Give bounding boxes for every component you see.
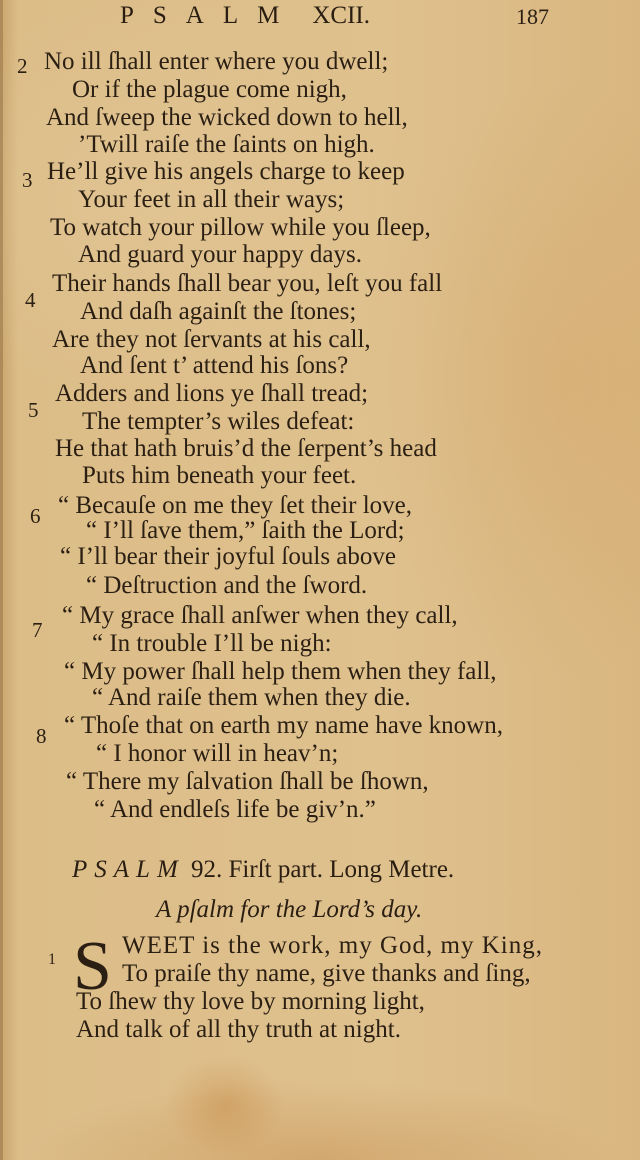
verse-line: To praiſe thy name, give thanks and ſing, — [122, 960, 531, 987]
page-edge — [0, 0, 3, 1160]
verse-line: “ I honor will in heav’n; — [96, 740, 339, 767]
psalm-section-title — [72, 856, 454, 884]
verse-number: 1 — [48, 951, 56, 968]
verse-number: 5 — [28, 398, 39, 422]
verse-line: No ill ſhall enter where you dwell; — [44, 48, 389, 75]
verse-line: To watch your pillow while you ſleep, — [50, 214, 431, 241]
running-head-label: PSALM — [120, 2, 299, 29]
verse-line: And guard your happy days. — [78, 241, 362, 268]
verse-line: He’ll give his angels charge to keep — [47, 158, 405, 185]
verse-number: 6 — [30, 504, 41, 528]
verse-number: 2 — [17, 54, 28, 78]
verse-line: Their hands ſhall bear you, leſt you fall — [52, 270, 443, 297]
verse-line: Puts him beneath your feet. — [82, 462, 357, 489]
verse-line: And ſent t’ attend his ſons? — [80, 352, 349, 379]
verse-line: And daſh againſt the ſtones; — [80, 298, 357, 325]
page-number: 187 — [516, 4, 549, 29]
verse-line: Are they not ſervants at his call, — [52, 326, 371, 353]
verse-line: “ I’ll ſave them,” ſaith the Lord; — [86, 517, 405, 544]
psalm-title-italic: PSALM — [72, 856, 185, 883]
verse-line: “ And endleſs life be giv’n.” — [94, 796, 376, 823]
verse-number: 4 — [25, 288, 36, 312]
verse-line: And talk of all thy truth at night. — [76, 1016, 401, 1043]
psalm-subtitle: A pſalm for the Lord’s day. — [156, 896, 423, 923]
verse-line: WEET is the work, my God, my King, — [122, 932, 543, 959]
verse-line: Or if the plague come nigh, — [72, 76, 347, 103]
verse-line: “ And raiſe them when they die. — [92, 684, 411, 711]
running-head — [120, 2, 370, 30]
verse-line: “ Thoſe that on earth my name have known, — [64, 712, 503, 739]
verse-line: He that hath bruis’d the ſerpent’s head — [55, 435, 437, 462]
verse-line: And ſweep the wicked down to hell, — [46, 104, 408, 131]
verse-line: “ My power ſhall help them when they fall, — [64, 658, 497, 685]
verse-line: “ Deſtruction and the ſword. — [86, 572, 368, 599]
drop-cap: S — [73, 928, 112, 1005]
verse-line: “ I’ll bear their joyful ſouls above — [60, 543, 396, 570]
psalm-title-rest: 92. Firſt part. Long Metre. — [191, 856, 455, 883]
verse-line: Your feet in all their ways; — [78, 186, 345, 213]
running-head-number: XCII. — [312, 2, 371, 29]
verse-line: The tempter’s wiles defeat: — [82, 408, 355, 435]
verse-line: To ſhew thy love by morning light, — [76, 988, 425, 1015]
verse-number: 8 — [36, 724, 47, 748]
verse-number: 7 — [32, 618, 43, 642]
verse-line: Adders and lions ye ſhall tread; — [55, 380, 369, 407]
verse-line: “ My grace ſhall anſwer when they call, — [62, 602, 458, 629]
verse-line: “ Becauſe on me they ſet their love, — [58, 492, 413, 519]
verse-line: “ In trouble I’ll be nigh: — [92, 630, 332, 657]
verse-line: ’Twill raiſe the ſaints on high. — [78, 131, 375, 158]
verse-line: “ There my ſalvation ſhall be ſhown, — [66, 768, 429, 795]
verse-number: 3 — [22, 168, 33, 192]
